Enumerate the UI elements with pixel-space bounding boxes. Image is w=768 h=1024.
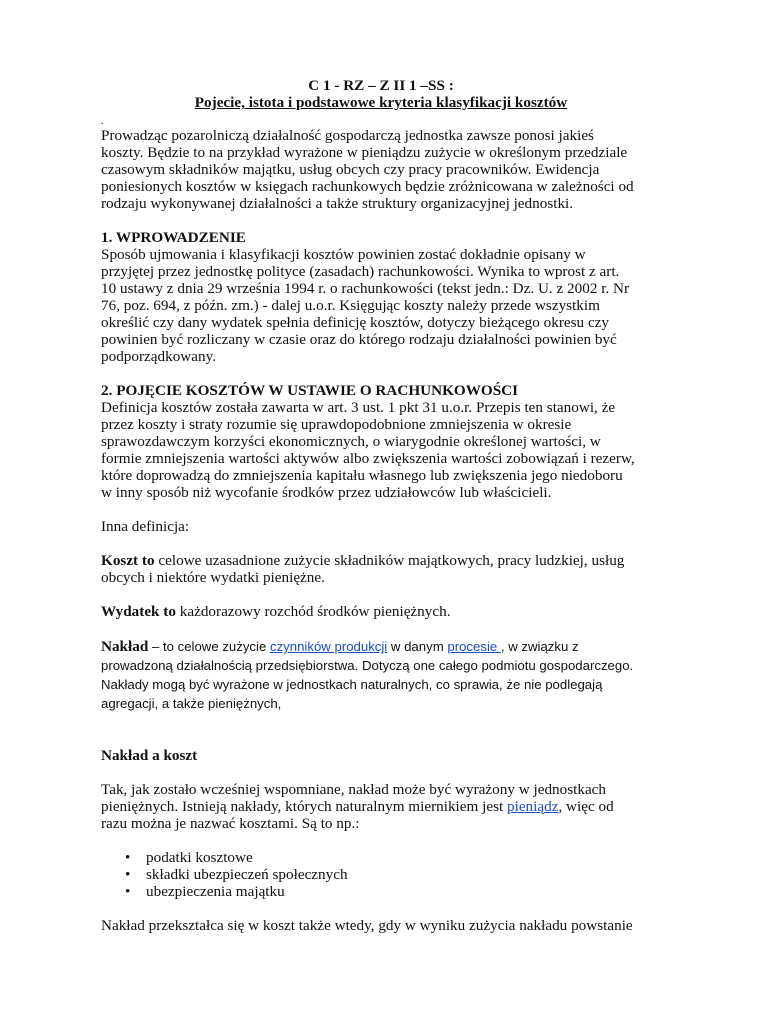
wydatek-definition — [101, 603, 661, 620]
section-2-paragraph — [101, 399, 661, 501]
naklad-dash: – to celowe zużycie — [148, 639, 270, 654]
koszt-line-2: obcych i niektóre wydatki pieniężne. — [101, 569, 325, 586]
wydatek-text: każdorazowy rozchód środków pieniężnych. — [175, 603, 451, 620]
list-item: • podatki kosztowe — [146, 849, 661, 866]
doc-code: C 1 - RZ – Z II 1 –SS : — [308, 77, 454, 94]
nak-line-2a: pieniężnych. Istnieją nakłady, których naturalnym miernikiem jest — [101, 798, 507, 815]
naklad-line-1 — [101, 637, 661, 656]
section-1-line: Sposób ujmowania i klasyfikacji kosztów powinien zostać dokładnie opisany w — [101, 246, 586, 263]
section-2-line: przez koszty i straty rozumie się uprawdopodobnione zmniejszenia w okresie — [101, 416, 572, 433]
naklad-line-2: prowadzoną działalnością przedsiębiorstwa. Dotyczą one całego podmiotu gospodarczego. — [101, 658, 634, 673]
naklad-line-3: Nakłady mogą być wyrażone w jednostkach naturalnych, co sprawia, że nie podlegają — [101, 677, 603, 692]
intro-line: czasowym składników majątku, usług obcych czy pracy pracowników. Ewidencja — [101, 161, 600, 178]
koszt-text: celowe uzasadnione zużycie składników majątkowych, pracy ludzkiej, usług — [154, 552, 625, 569]
section-1-line: powinien być rozliczany w czasie oraz do którego rodzaju działalności powinien być — [101, 331, 617, 348]
document-body — [101, 77, 661, 934]
naklad-definition — [101, 637, 661, 713]
koszt-line — [101, 552, 661, 569]
cost-examples-list — [101, 849, 661, 900]
list-item: • ubezpieczenia majątku — [146, 883, 661, 900]
koszt-definition — [101, 552, 661, 586]
link-czynnikow-produkcji[interactable]: czynników produkcji — [269, 639, 388, 654]
intro-line: poniesionych kosztów w księgach rachunkowych będzie zróżnicowana w zależności od — [101, 178, 634, 195]
intro-line: Prowadząc pozarolniczą działalność gospodarczą jednostka zawsze ponosi jakieś — [101, 127, 594, 144]
naklad-mid: w danym — [387, 639, 448, 654]
section-2-line: w inny sposób niż wycofanie środków przez udziałowców lub właścicieli. — [101, 484, 552, 501]
wydatek-term: Wydatek to — [101, 603, 176, 620]
koszt-term: Koszt to — [101, 552, 155, 569]
inna-definicja: Inna definicja: — [101, 518, 190, 535]
naklad-line-4: agregacji, a także pieniężnych, — [101, 696, 282, 711]
section-1-line: 76, poz. 694, z późn. zm.) - dalej u.o.r. Księgując koszty należy przede wszystkim — [101, 297, 600, 314]
naklad-after: , w związku z — [500, 639, 579, 654]
section-2-heading: 2. POJĘCIE KOSZTÓW W USTAWIE O RACHUNKOWOŚCI — [101, 382, 519, 399]
stray-dot: . — [101, 116, 104, 127]
link-procesie[interactable]: procesie — [447, 639, 501, 654]
naklad-a-koszt-heading: Nakład a koszt — [101, 747, 198, 764]
section-1-line: podporządkowany. — [101, 348, 216, 365]
last-line: Nakład przekształca się w koszt także wtedy, gdy w wyniku zużycia nakładu powstanie — [101, 917, 633, 934]
doc-title: Pojecie, istota i podstawowe kryteria klasyfikacji kosztów — [194, 94, 568, 111]
intro-line: rodzaju wykonywanej działalności a także struktury organizacyjnej jednostki. — [101, 195, 574, 212]
section-1-line: przyjętej przez jednostkę polityce (zasadach) rachunkowości. Wynika to wprost z art. — [101, 263, 620, 280]
link-pieniadz[interactable]: pieniądz — [507, 798, 559, 815]
section-2-line: które doprowadzą do zmniejszenia kapitału własnego lub zwiększenia jego niedoboru — [101, 467, 623, 484]
nak-line-2 — [101, 798, 661, 815]
section-1-paragraph — [101, 246, 661, 365]
naklad-a-koszt-paragraph — [101, 781, 661, 832]
section-1-line: 10 ustawy z dnia 29 września 1994 r. o rachunkowości (tekst jedn.: Dz. U. z 2002 r. Nr — [101, 280, 630, 297]
section-1-line: określić czy dany wydatek spełnia definicję kosztów, dotyczy bieżącego okresu czy — [101, 314, 610, 331]
nak-line-2b: , więc od — [558, 798, 614, 815]
naklad-term: Nakład — [101, 638, 149, 655]
section-1-heading: 1. WPROWADZENIE — [101, 229, 246, 246]
nak-line-1: Tak, jak zostało wcześniej wspomniane, nakład może być wyrażony w jednostkach — [101, 781, 607, 798]
list-item: • składki ubezpieczeń społecznych — [146, 866, 661, 883]
section-2-line: Definicja kosztów została zawarta w art. 3 ust. 1 pkt 31 u.o.r. Przepis ten stanowi, że — [101, 399, 616, 416]
nak-line-3: razu można je nazwać kosztami. Są to np.: — [101, 815, 360, 832]
section-2-line: formie zmniejszenia wartości aktywów albo zwiększenia wartości zobowiązań i rezerw, — [101, 450, 635, 467]
intro-line: koszty. Będzie to na przykład wyrażone w pieniądzu zużycie w określonym przedziale — [101, 144, 628, 161]
intro-paragraph — [101, 127, 661, 212]
section-2-line: sprawozdawczym korzyści ekonomicznych, o wiarygodnie określonej wartości, w — [101, 433, 601, 450]
